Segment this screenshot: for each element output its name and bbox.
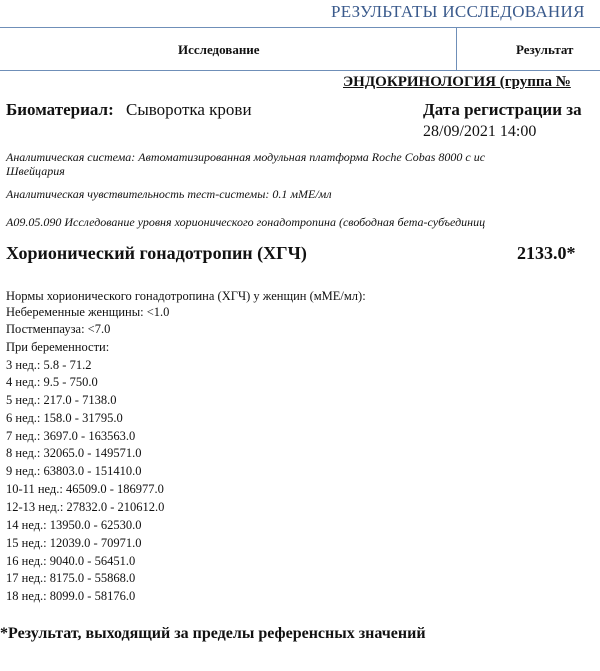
norm-line: Постменпауза: <7.0	[6, 322, 111, 336]
norm-line: Нормы хорионического гонадотропина (ХГЧ) у женщин (мМЕ/мл):	[6, 289, 366, 303]
section-title: ЭНДОКРИНОЛОГИЯ (группа №	[343, 74, 571, 90]
test-result-value: 2133.0*	[517, 243, 576, 263]
biomaterial-label: Биоматериал:	[6, 100, 114, 119]
norm-line: 16 нед.: 9040.0 - 56451.0	[6, 554, 136, 568]
norm-line: 17 нед.: 8175.0 - 55868.0	[6, 571, 136, 585]
registration-date-value: 28/09/2021 14:00	[423, 123, 537, 140]
service-code: A09.05.090 Исследование уровня хорионического гонадотропина (свободная бета-субъединиц	[6, 215, 486, 229]
norm-line: 7 нед.: 3697.0 - 163563.0	[6, 429, 136, 443]
test-name: Хорионический гонадотропин (ХГЧ)	[6, 243, 307, 263]
registration-date-label: Дата регистрации за	[423, 100, 582, 119]
sensitivity-note: Аналитическая чувствительность тест-системы: 0.1 мМЕ/мл	[6, 187, 332, 201]
column-header-study: Исследование	[178, 42, 260, 57]
header-column-divider	[456, 27, 457, 71]
analytic-system-line2: Швейцария	[6, 164, 65, 178]
analytic-system-line1: Аналитическая система: Автоматизированная модульная платформа Roche Cobas 8000 с ис	[6, 150, 486, 164]
norm-line: При беременности:	[6, 340, 110, 354]
norm-line: 4 нед.: 9.5 - 750.0	[6, 375, 98, 389]
norm-line: 3 нед.: 5.8 - 71.2	[6, 358, 92, 372]
norm-line: 10-11 нед.: 46509.0 - 186977.0	[6, 482, 164, 496]
report-title: РЕЗУЛЬТАТЫ ИССЛЕДОВАНИЯ	[331, 2, 585, 21]
norm-line: 9 нед.: 63803.0 - 151410.0	[6, 464, 142, 478]
norm-line: 18 нед.: 8099.0 - 58176.0	[6, 589, 136, 603]
norm-line: 5 нед.: 217.0 - 7138.0	[6, 393, 117, 407]
header-bottom-border	[0, 70, 600, 71]
norm-line: 14 нед.: 13950.0 - 62530.0	[6, 518, 142, 532]
norm-line: 15 нед.: 12039.0 - 70971.0	[6, 536, 142, 550]
norm-line: 12-13 нед.: 27832.0 - 210612.0	[6, 500, 165, 514]
header-top-border	[0, 27, 600, 28]
column-header-result: Результат	[516, 42, 574, 57]
norm-line: 8 нед.: 32065.0 - 149571.0	[6, 446, 142, 460]
norm-line: Небеременные женщины: <1.0	[6, 305, 170, 319]
biomaterial-value: Сыворотка крови	[126, 100, 252, 119]
footnote: *Результат, выходящий за пределы референсных значений	[0, 625, 426, 642]
norm-line: 6 нед.: 158.0 - 31795.0	[6, 411, 123, 425]
